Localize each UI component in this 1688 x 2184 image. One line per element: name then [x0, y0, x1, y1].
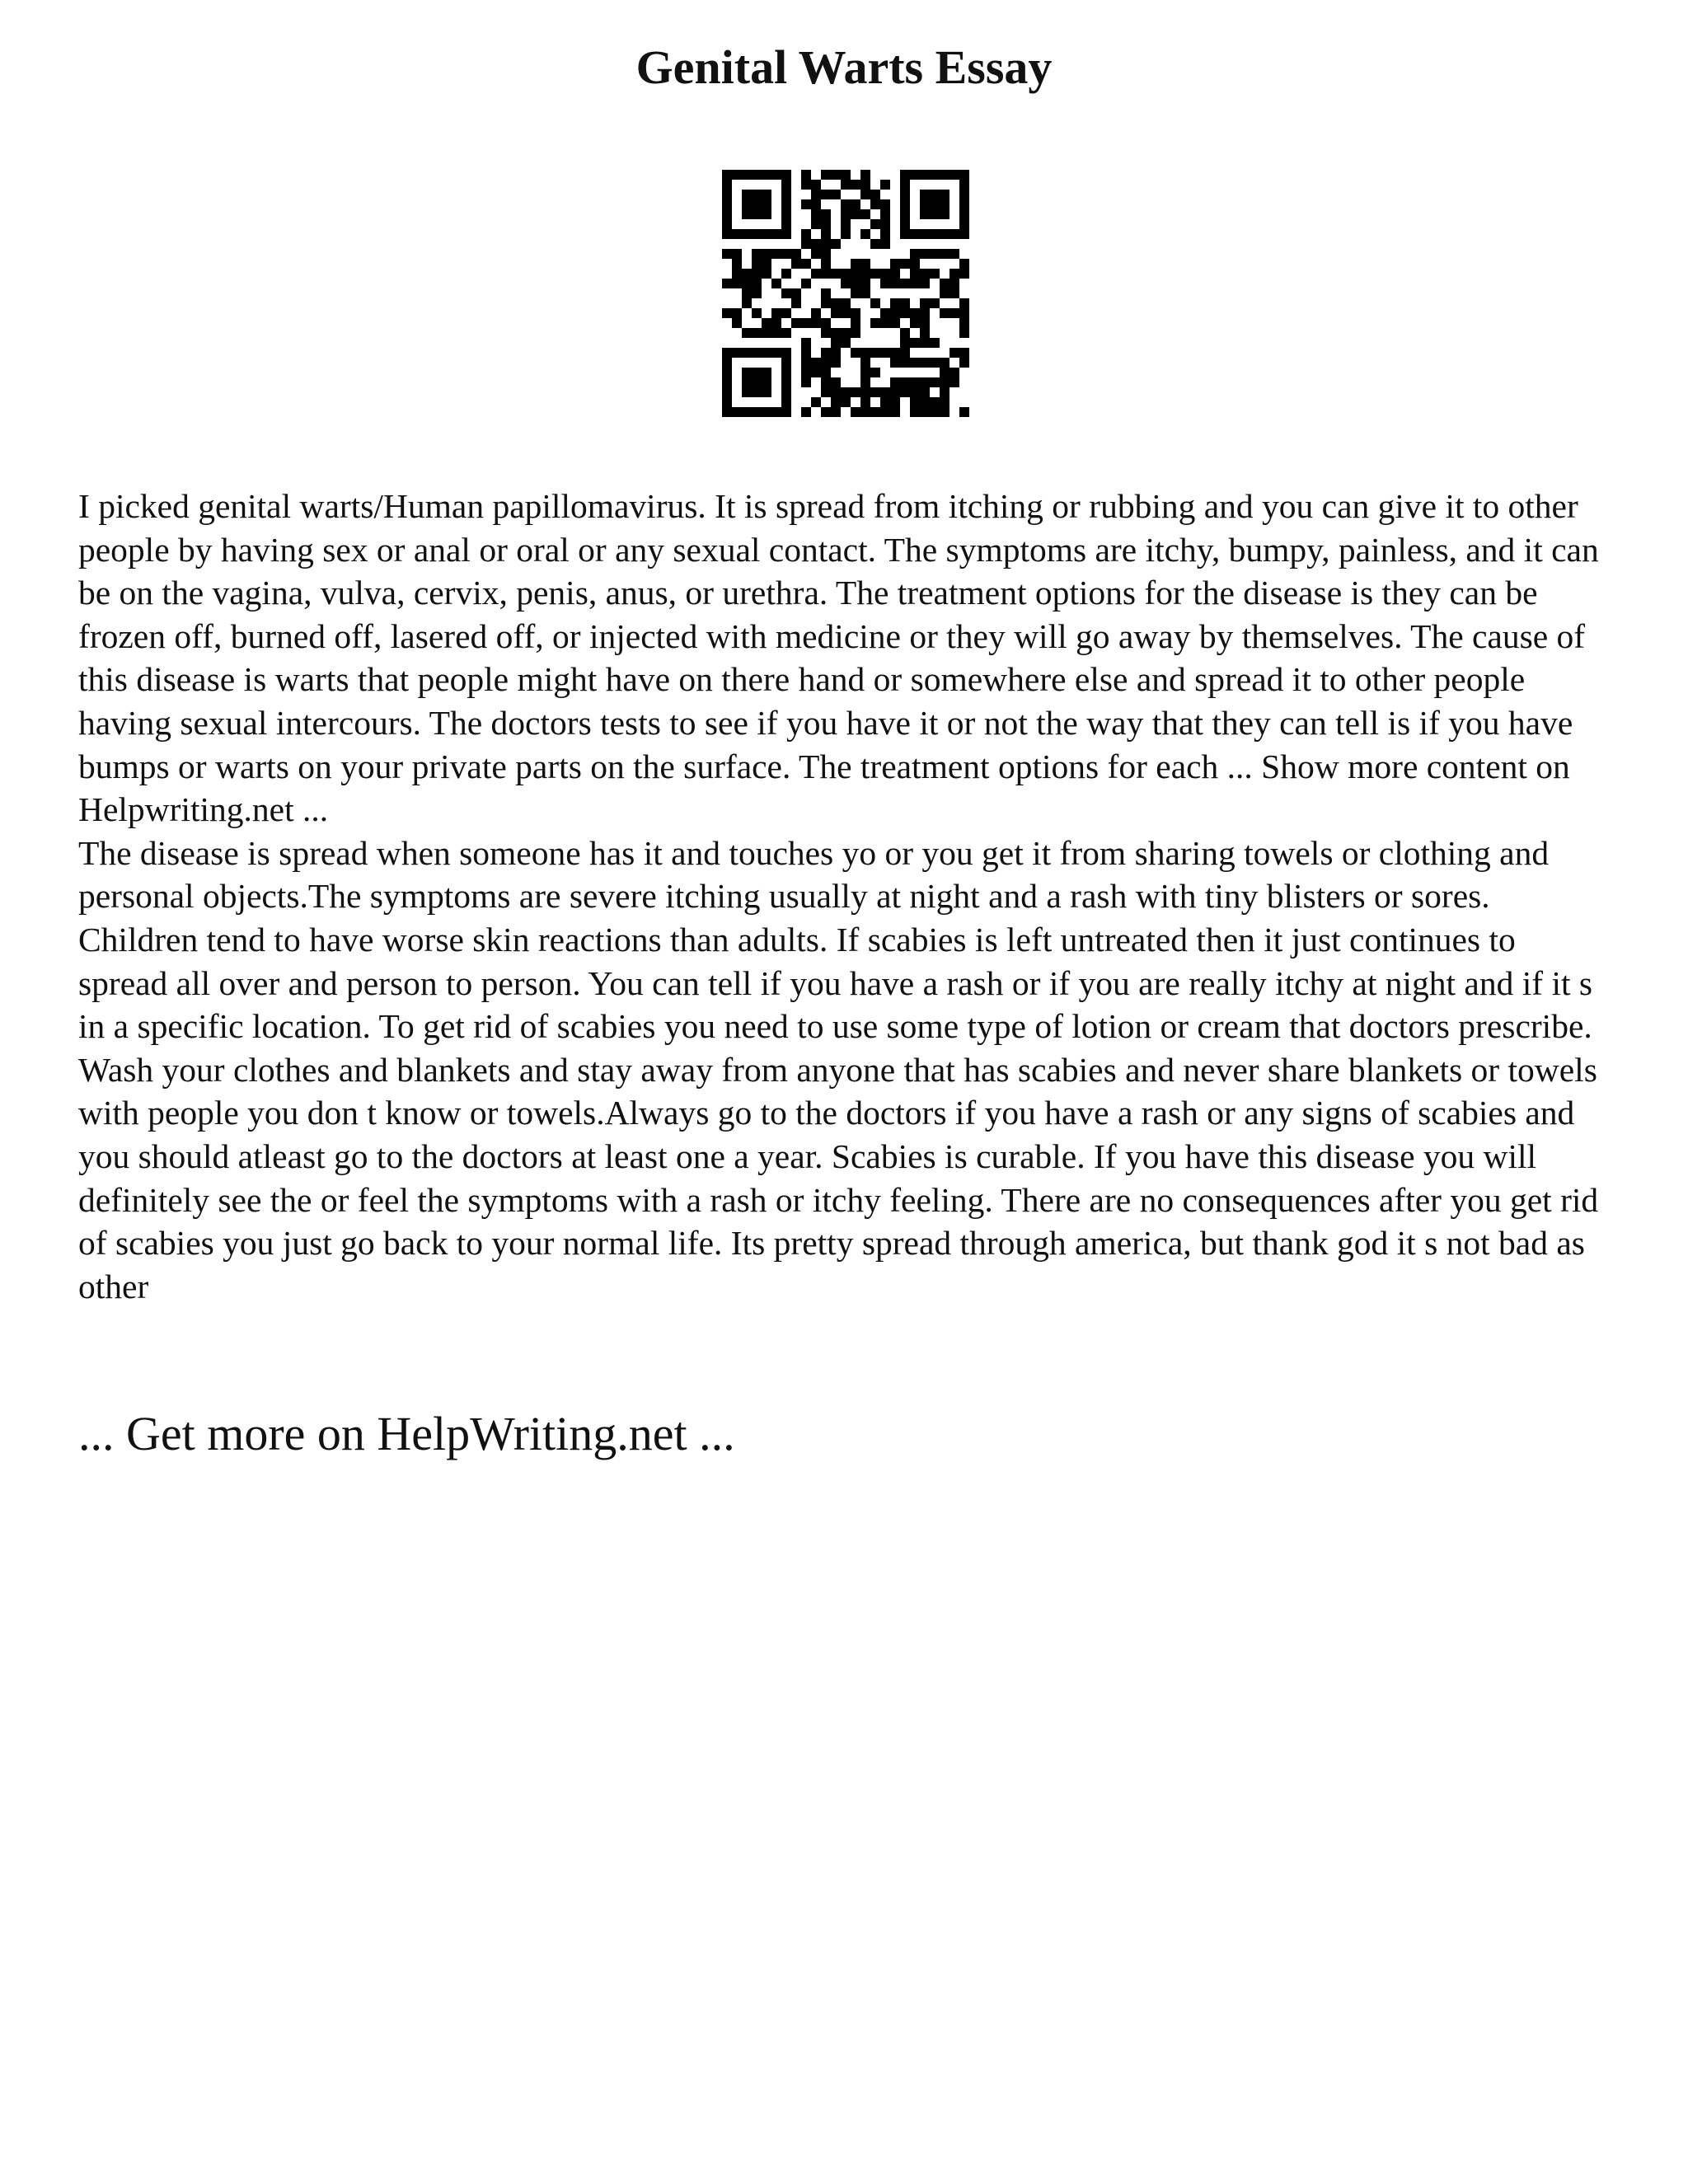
get-more-link[interactable]: ... Get more on HelpWriting.net ... [78, 1407, 735, 1460]
qr-code[interactable] [722, 170, 969, 417]
essay-body [78, 485, 1611, 1308]
page-title: Genital Warts Essay [635, 40, 1053, 94]
paragraph-genital-warts: I picked genital warts/Human papillomavirus. It is spread from itching or rubbing and you can give it to other people by having sex or anal or oral or any sexual contact. The symptoms are itchy, bumpy, painless, and it can be on the vagina, vulva, cervix, penis, anus, or urethra. The treatment options for the disease is they can be frozen off, burned off, lasered off, or injected with medicine or they will go away by themselves. The cause of this disease is warts that people might have on there hand or somewhere else and spread it to other people having sexual intercours. The doctors tests to see if you have it or not the way that they can tell is if you have bumps or warts on your private parts on the surface. The treatment options for each ... Show more content on Helpwriting.net ... [78, 487, 1599, 829]
paragraph-scabies: The disease is spread when someone has it and touches yo or you get it from sharing towels or clothing and personal objects.The symptoms are severe itching usually at night and a rash with tiny blisters or sores. Children tend to have worse skin reactions than adults. If scabies is left untreated then it just continues to spread all over and person to person. You can tell if you have a rash or if you are really itchy at night and if it s in a specific location. To get rid of scabies you need to use some type of lotion or cream that doctors prescribe. Wash your clothes and blankets and stay away from anyone that has scabies and never share blankets or towels with people you don t know or towels.Always go to the doctors if you have a rash or any signs of scabies and you should atleast go to the doctors at least one a year. Scabies is curable. If you have this disease you will definitely see the or feel the symptoms with a rash or itchy feeling. There are no consequences after you get rid of scabies you just go back to your normal life. Its pretty spread through america, but thank god it s not bad as other [78, 833, 1599, 1305]
qr-code-icon [722, 170, 969, 417]
